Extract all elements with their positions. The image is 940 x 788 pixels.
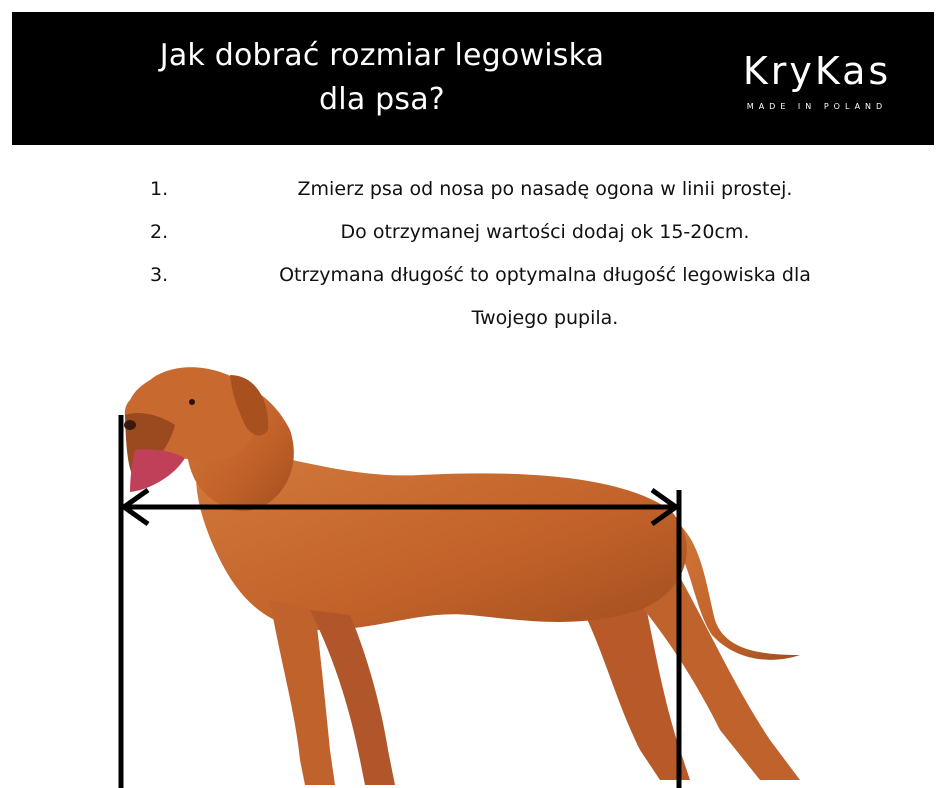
step-number: 2. [150, 221, 169, 243]
step-text: Do otrzymanej wartości dodaj ok 15-20cm. [340, 221, 750, 243]
page-title [52, 34, 712, 122]
logo-tagline: MADE IN POLAND [746, 102, 888, 111]
step-text: Otrzymana długość to optymalna długość legowiska dla [279, 264, 811, 286]
step-3 [140, 254, 900, 329]
header-banner [12, 12, 934, 145]
instructions-list [140, 168, 900, 329]
title-line-2: dla psa? [319, 82, 445, 117]
step-1 [140, 168, 900, 211]
step-number: 3. [150, 264, 169, 286]
step-text: Zmierz psa od nosa po nasadę ogona w linii prostej. [297, 178, 793, 200]
brand-logo [712, 48, 922, 111]
dog-measurement-figure [0, 330, 940, 788]
logo-name: KryKas [742, 49, 892, 93]
step-number: 1. [150, 178, 169, 200]
step-text-continuation: Twojego pupila. [471, 307, 619, 329]
dog-illustration [124, 367, 800, 785]
title-line-1: Jak dobrać rozmiar legowiska [159, 38, 605, 73]
step-2 [140, 211, 900, 254]
